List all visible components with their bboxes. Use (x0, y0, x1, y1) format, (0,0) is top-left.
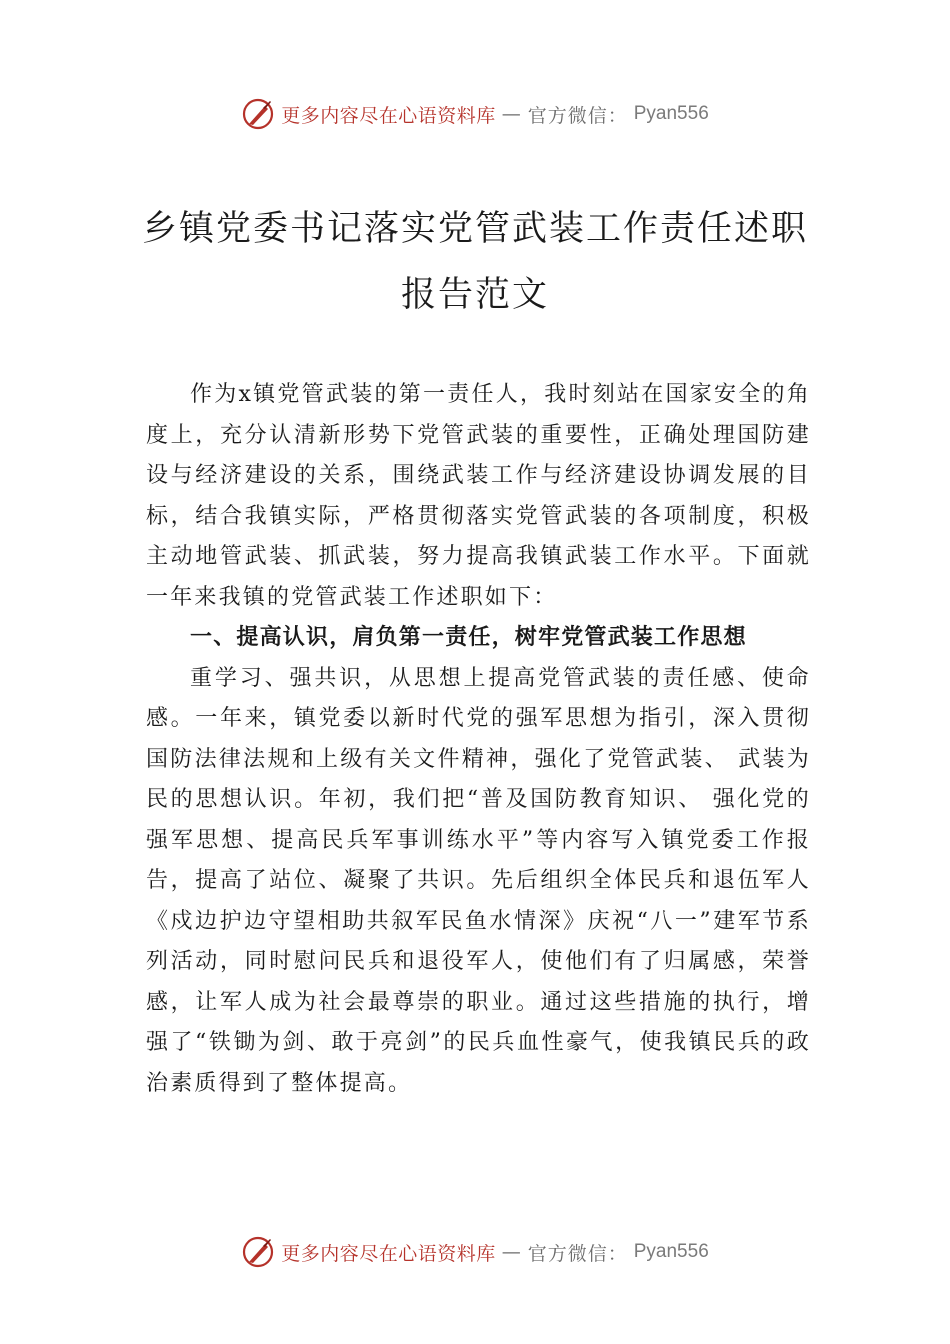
title-line-1: 乡镇党委书记落实党管武装工作责任述职 (141, 209, 808, 249)
banner-wechat-label: 官方微信： (527, 104, 628, 127)
document-body (146, 375, 811, 1104)
banner-separator: — (501, 103, 522, 125)
banner-wechat-label: 官方微信： (527, 1242, 628, 1265)
footer-banner (0, 1232, 950, 1272)
banner-wechat-id: Pyan556 (633, 1241, 709, 1262)
banner-separator: — (501, 1241, 522, 1263)
header-banner (0, 94, 950, 134)
paragraph-intro: 作为x镇党管武装的第一责任人，我时刻站在国家安全的角度上，充分认清新形势下党管武装的重要性，正确处理国防建设与经济建设的关系，围绕武装工作与经济建设协调发展的目标，结合我镇实际，严格贯彻落实党管武装的各项制度，积极主动地管武装、抓武装，努力提高我镇武装工作水平。下面就一年来我镇的党管武装工作述职如下： (146, 382, 811, 610)
title-line-2: 报告范文 (400, 275, 549, 315)
banner-text: 更多内容尽在心语资料库 (281, 104, 496, 127)
document-title (120, 196, 830, 328)
quill-pen-logo-icon (241, 97, 275, 131)
section-heading-1: 一、提高认识，肩负第一责任，树牢党管武装工作思想 (190, 625, 747, 650)
banner-wechat-id: Pyan556 (633, 103, 709, 124)
quill-pen-logo-icon (241, 1235, 275, 1269)
paragraph-section-1: 重学习、强共识，从思想上提高党管武装的责任感、使命感。一年来，镇党委以新时代党的强军思想为指引，深入贯彻国防法律法规和上级有关文件精神，强化了党管武装、 武装为民的思想认识。年初，我们把“普及国防教育知识、 强化党的强军思想、提高民兵军事训练水平”等内容写入镇党委工作报告，提高了站位、凝聚了共识。先后组织全体民兵和退伍军人《戍边护边守望相助共叙军民鱼水情深》庆祝“八一”建军节系列活动，同时慰问民兵和退役军人，使他们有了归属感，荣誉感，让军人成为社会最尊崇的职业。通过这些措施的执行，增强了“铁锄为剑、敢于亮剑”的民兵血性豪气，使我镇民兵的政治素质得到了整体提高。 (146, 665, 811, 1096)
banner-text: 更多内容尽在心语资料库 (281, 1242, 496, 1265)
